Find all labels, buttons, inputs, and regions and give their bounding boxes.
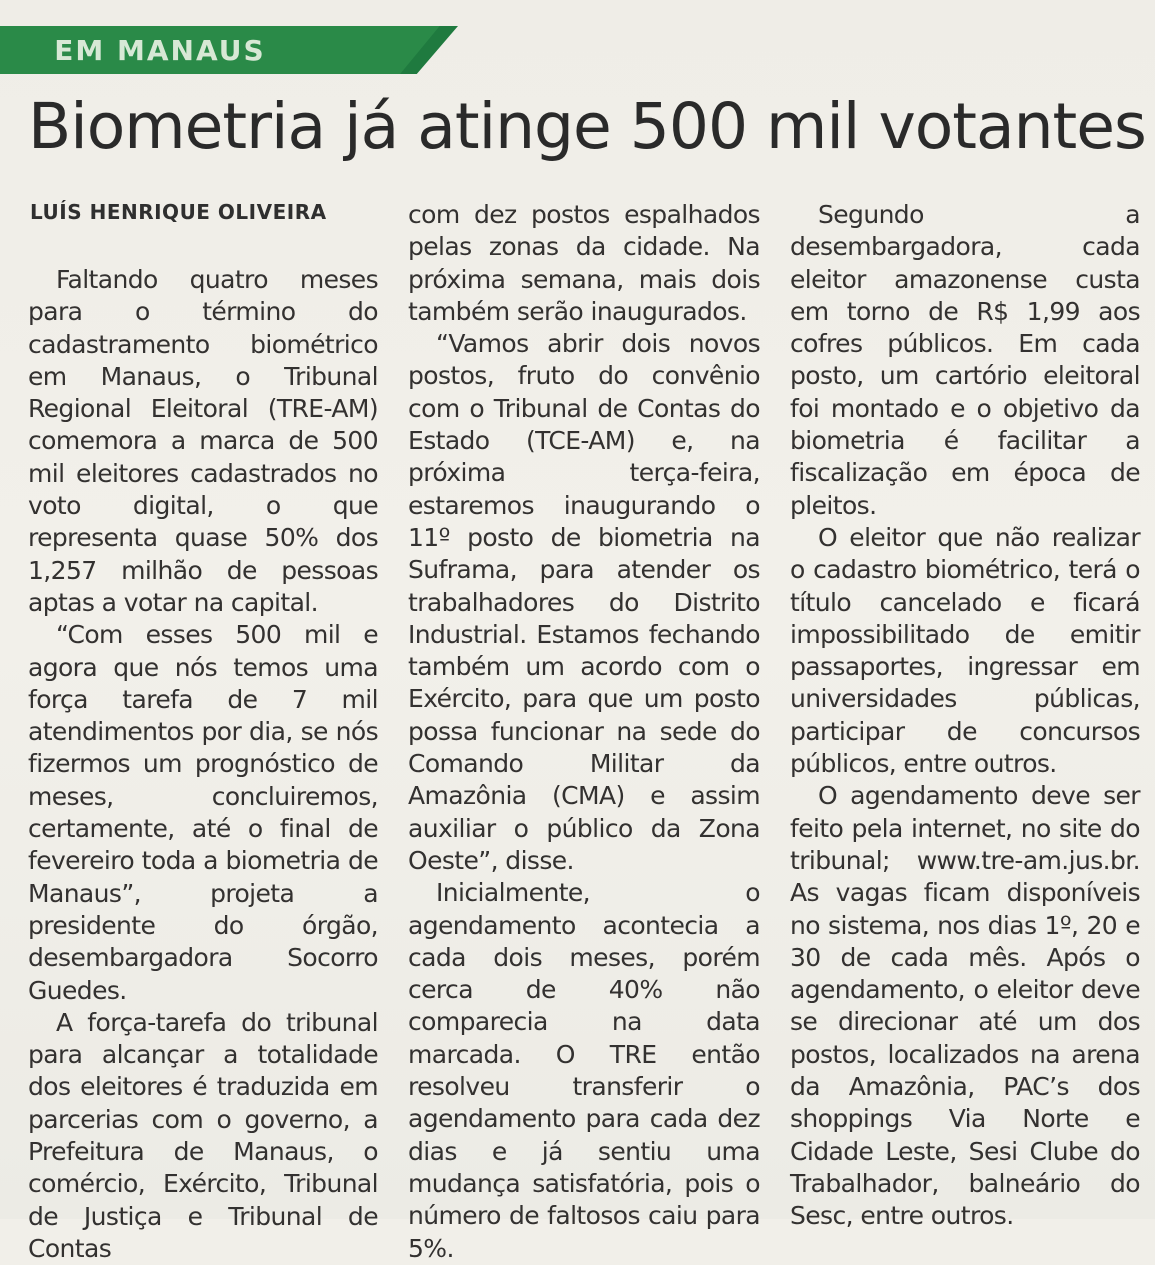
paragraph: Inicialmente, o agendamento acontecia a cada dois meses, porém cerca de 40% não comparecia na data marcada. O TRE então resolveu transferir o agendamento para cada dez dias e já sentiu uma mudança satisfatória, pois o número de faltosos caiu para 5%. bbox=[408, 878, 760, 1263]
paragraph: “Vamos abrir dois novos postos, fruto do convênio com o Tribunal de Contas do Estado (TCE-AM) e, na próxima terça-feira, estaremos inaugurando o 11º posto de biometria na Suframa, para atender os trabalhadores do Distrito Industrial. Estamos fechando também um acordo com o Exército, para que um posto possa funcionar na sede do Comando Militar da Amazônia (CMA) e assim auxiliar o público da Zona Oeste”, disse. bbox=[408, 329, 760, 875]
paragraph: “Com esses 500 mil e agora que nós temos uma força tarefa de 7 mil atendimentos por dia, se nós fizermos um prognóstico de meses, concluiremos, certamente, até o final de fevereiro toda a biometria de Manaus”, projeta a presidente do órgão, desembargadora Socorro Guedes. bbox=[28, 620, 378, 1005]
paragraph: Faltando quatro meses para o término do cadastramento biométrico em Manaus, o Tribunal Regional Eleitoral (TRE-AM) comemora a marca de 500 mil eleitores cadastrados no voto digital, o que representa quase 50% dos 1,257 milhão de pessoas aptas a votar na capital. bbox=[28, 265, 378, 617]
byline: LUÍS HENRIQUE OLIVEIRA bbox=[30, 200, 327, 224]
paragraph: Segundo a desembargadora, cada eleitor amazonense custa em torno de R$ 1,99 aos cofres públicos. Em cada posto, um cartório eleitoral foi montado e o objetivo da biometria é facilitar a fiscalização em época de pleitos. bbox=[790, 200, 1140, 520]
paragraph: A força-tarefa do tribunal para alcançar a totalidade dos eleitores é traduzida em parcerias com o governo, a Prefeitura de Manaus, o comércio, Exército, Tribunal de Justiça e Tribunal de Contas bbox=[28, 1007, 378, 1263]
paragraph-continued: com dez postos espalhados pelas zonas da cidade. Na próxima semana, mais dois também serão inaugurados. bbox=[408, 200, 760, 326]
paragraph: O agendamento deve ser feito pela internet, no site do tribunal; www.tre-am.jus.br. As vagas ficam disponíveis no sistema, nos dias 1º, 20 e 30 de cada mês. Após o agendamento, o eleitor deve se direcionar até um dos postos, localizados na arena da Amazônia, PAC’s dos shoppings Via Norte e Cidade Leste, Sesi Clube do Trabalhador, balneário do Sesc, entre outros. bbox=[790, 781, 1140, 1231]
article-column-1 bbox=[28, 264, 378, 1265]
headline: Biometria já atinge 500 mil votantes bbox=[28, 90, 1146, 163]
article-column-2 bbox=[408, 199, 760, 1265]
article-column-3 bbox=[790, 199, 1140, 1233]
section-label: EM MANAUS bbox=[54, 33, 266, 67]
paragraph: O eleitor que não realizar o cadastro biométrico, terá o título cancelado e ficará impossibilitado de emitir passaportes, ingressar em universidades públicas, participar de concursos públicos, entre outros. bbox=[790, 522, 1140, 779]
